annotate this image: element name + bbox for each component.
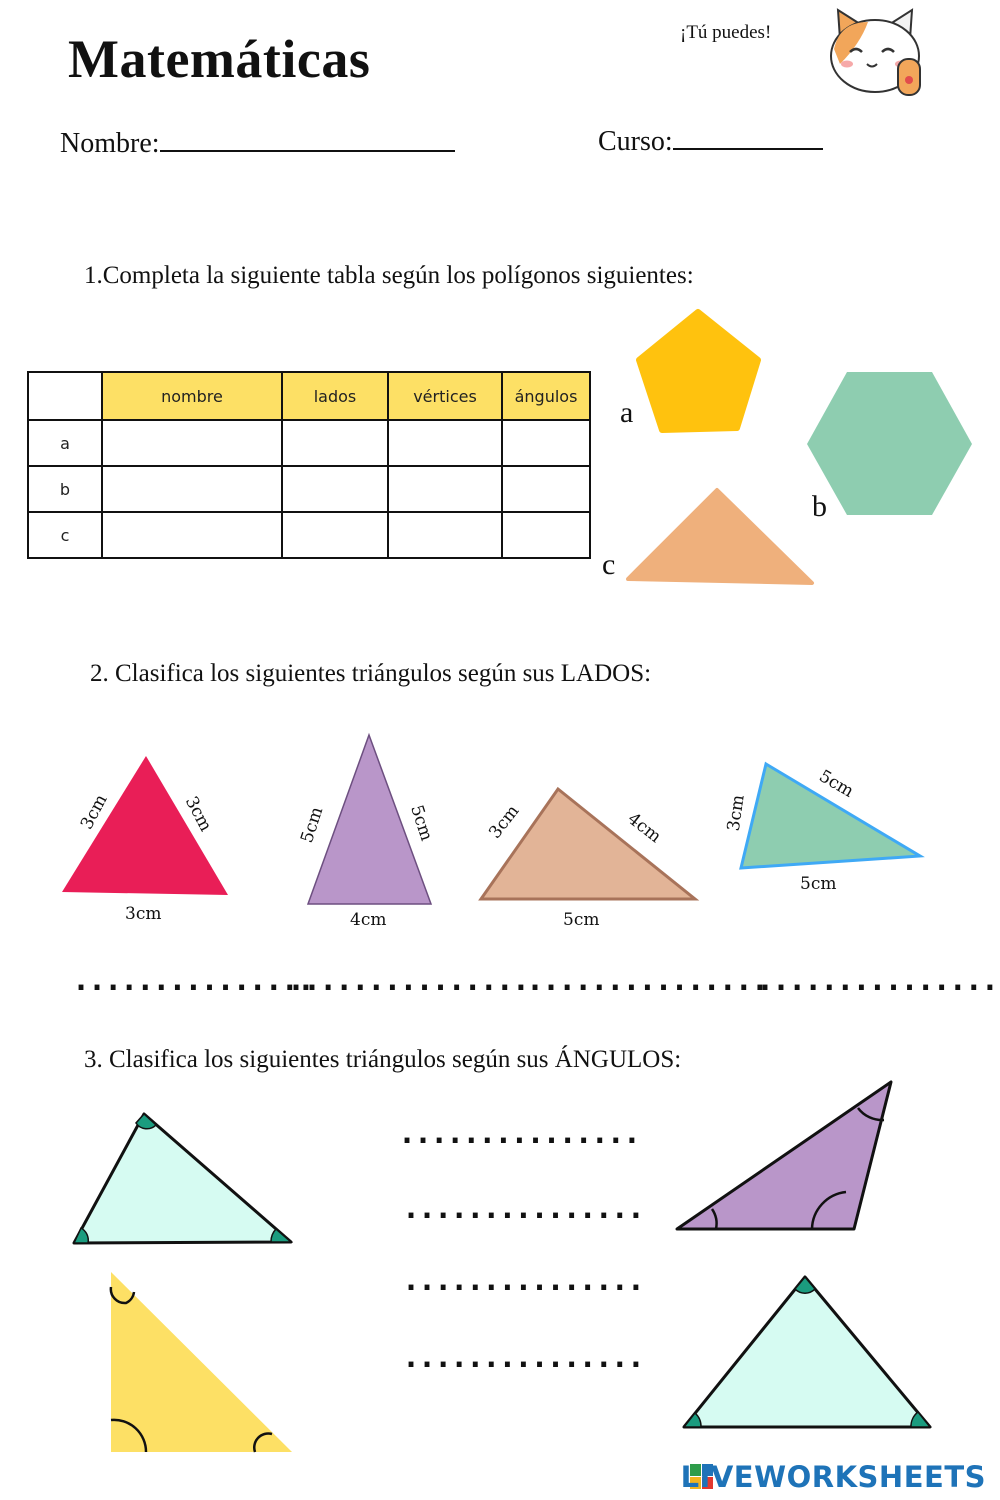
answer-blank[interactable]: ............... [398,1116,639,1151]
answer-blank[interactable]: ............... [402,1191,643,1226]
answer-blank[interactable]: ............... [402,1340,643,1375]
table-header-cell: vértices [388,372,502,420]
measure-label: 3cm [180,793,216,835]
course-label: Curso: [598,126,673,157]
measure-label: 4cm [350,910,387,930]
question-1-text: 1.Completa la siguiente tabla según los polígonos siguientes: [84,262,694,289]
answer-blank[interactable]: ............... [526,963,767,998]
shape-label-b: b [812,490,827,523]
row-label: b [28,466,102,512]
measure-label: 5cm [815,766,858,802]
measure-label: 5cm [406,802,437,844]
measure-label: 3cm [76,791,112,833]
liveworksheets-brand: LIVEWORKSHEETS [680,1460,986,1494]
answer-blank[interactable]: ............... [402,1263,643,1298]
measure-label: 4cm [623,808,665,848]
motto-text: ¡Tú puedes! [680,22,772,43]
measure-label: 5cm [800,874,837,894]
worksheet-title: Matemáticas [68,29,371,89]
answer-blank[interactable]: ............... [72,963,313,998]
measure-label: 3cm [125,904,162,924]
name-label: Nombre: [60,128,160,159]
table-header-cell: nombre [102,372,282,420]
measure-label: 3cm [485,801,524,843]
row-label: a [28,420,102,466]
answer-blank[interactable]: ............... [756,963,997,998]
table-header-cell: lados [282,372,388,420]
measure-label: 5cm [297,804,328,846]
row-label: c [28,512,102,558]
shape-label-a: a [620,396,634,429]
measure-label: 5cm [563,910,600,930]
table-header-cell: ángulos [502,372,590,420]
measure-label: 3cm [723,793,749,833]
shape-label-c: c [602,548,616,581]
answer-blank[interactable]: ............... [287,963,528,998]
question-2-text: 2. Clasifica los siguientes triángulos según sus LADOS: [90,660,652,687]
question-3-text: 3. Clasifica los siguientes triángulos según sus ÁNGULOS: [84,1046,682,1073]
